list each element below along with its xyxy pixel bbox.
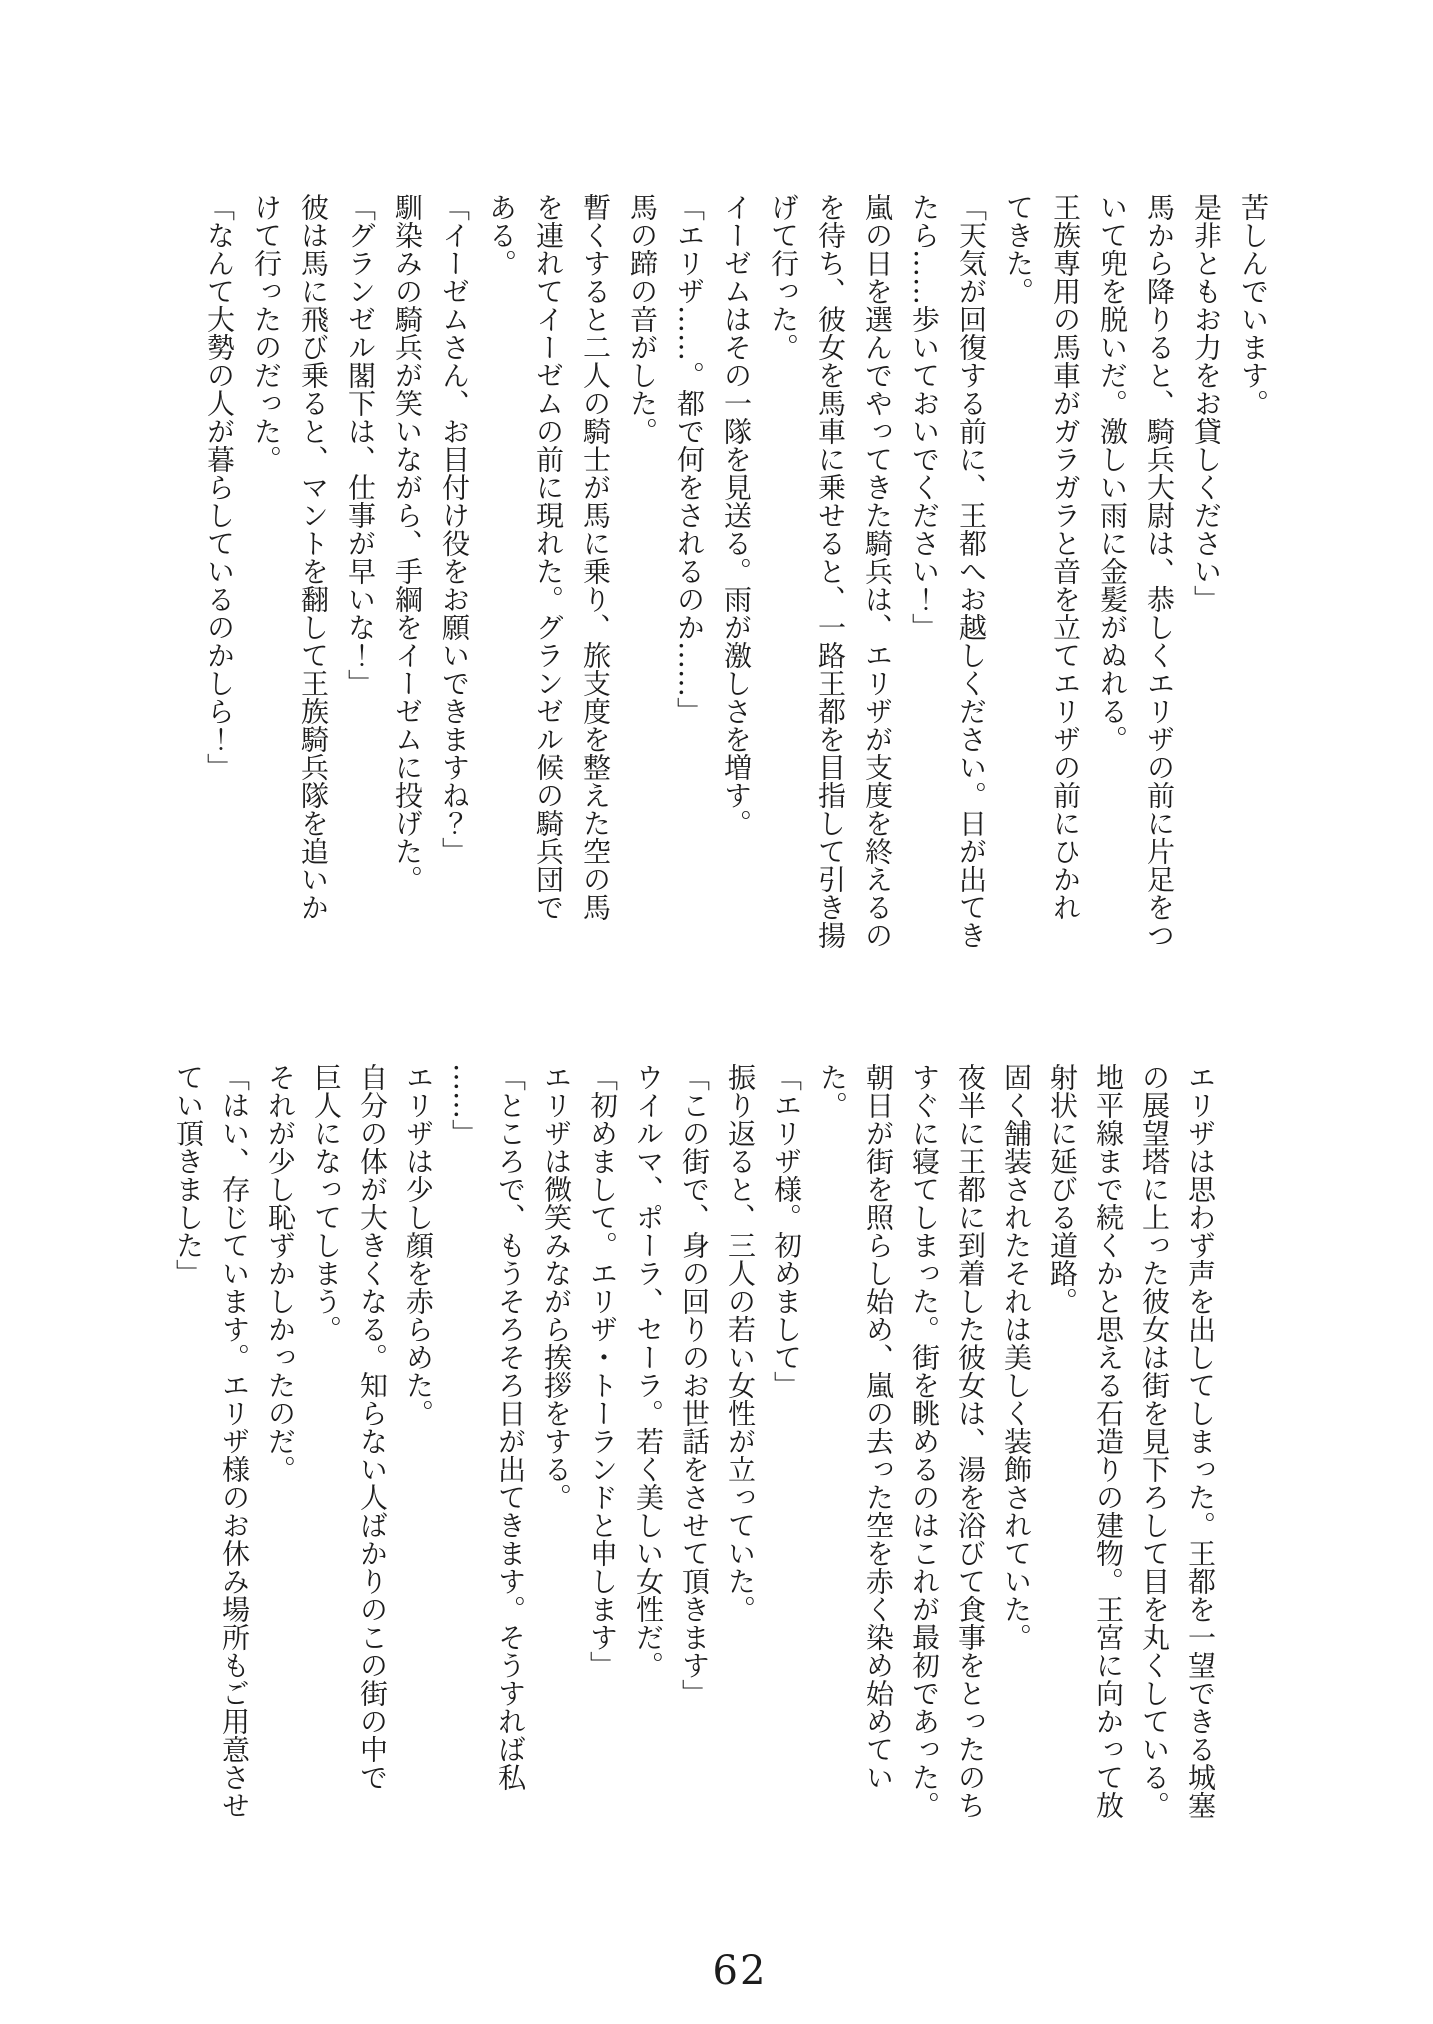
text-line: たら……歩いておいでください！」 bbox=[908, 193, 941, 641]
text-line: 馴染みの騎兵が笑いながら、手綱をイーゼムに投げた。 bbox=[391, 193, 424, 893]
text-line: 馬から降りると、騎兵大尉は、恭しくエリザの前に片足をつ bbox=[1143, 193, 1176, 949]
text-line: すぐに寝てしまった。街を眺めるのはこれが最初であった。 bbox=[908, 1063, 941, 1819]
text-line: てい頂きました」 bbox=[172, 1063, 205, 1287]
text-line: た。 bbox=[816, 1063, 849, 1119]
text-line: それが少し恥ずかしかったのだ。 bbox=[264, 1063, 297, 1483]
text-line: 朝日が街を照らし始め、嵐の去った空を赤く染め始めてい bbox=[862, 1063, 895, 1791]
text-line: エリザは微笑みながら挨拶をする。 bbox=[540, 1063, 573, 1511]
text-line: イーゼムはその一隊を見送る。雨が激しさを増す。 bbox=[720, 193, 753, 837]
text-line: 「この街で、身の回りのお世話をさせて頂きます」 bbox=[678, 1063, 711, 1707]
text-line: 射状に延びる道路。 bbox=[1046, 1063, 1079, 1315]
text-line: 是非ともお力をお貸しください」 bbox=[1190, 193, 1223, 613]
text-line: 「天気が回復する前に、王都へお越しください。日が出てき bbox=[955, 193, 988, 949]
text-line: 夜半に王都に到着した彼女は、湯を浴びて食事をとったのち bbox=[954, 1063, 987, 1819]
text-line: を待ち、彼女を馬車に乗せると、一路王都を目指して引き揚 bbox=[814, 193, 847, 949]
text-line: エリザは思わず声を出してしまった。王都を一望できる城塞 bbox=[1184, 1063, 1217, 1819]
text-line: 固く舗装されたそれは美しく装飾されていた。 bbox=[1000, 1063, 1033, 1651]
text-line: ウイルマ、ポーラ、セーラ。若く美しい女性だ。 bbox=[632, 1063, 665, 1679]
text-line: 地平線まで続くかと思える石造りの建物。王宮に向かって放 bbox=[1092, 1063, 1125, 1819]
text-line: てきた。 bbox=[1002, 193, 1035, 305]
text-line: エリザは少し顔を赤らめた。 bbox=[402, 1063, 435, 1427]
upper-text-block bbox=[196, 193, 1277, 953]
text-line: を連れてイーゼムの前に現れた。グランゼル候の騎兵団で bbox=[532, 193, 565, 921]
page-number: 62 bbox=[712, 1948, 768, 1994]
text-line: ある。 bbox=[485, 193, 518, 277]
text-line: 「なんて大勢の人が暮らしているのかしら！」 bbox=[203, 193, 236, 781]
text-line: 自分の体が大きくなる。知らない人ばかりのこの街の中で bbox=[356, 1063, 389, 1791]
text-line: いて兜を脱いだ。激しい雨に金髪がぬれる。 bbox=[1096, 193, 1129, 753]
text-line: 「エリザ様。初めまして」 bbox=[770, 1063, 803, 1399]
text-line: の展望塔に上った彼女は街を見下ろして目を丸くしている。 bbox=[1138, 1063, 1171, 1819]
text-line: 「イーゼムさん、お目付け役をお願いできますね？」 bbox=[438, 193, 471, 865]
text-line: 振り返ると、三人の若い女性が立っていた。 bbox=[724, 1063, 757, 1623]
lower-text-block bbox=[165, 1063, 1223, 1863]
text-line: 「初めまして。エリザ・トーランドと申します」 bbox=[586, 1063, 619, 1679]
text-line: げて行った。 bbox=[767, 193, 800, 361]
text-line: 馬の蹄の音がした。 bbox=[626, 193, 659, 445]
text-line: 苦しんでいます。 bbox=[1237, 193, 1270, 417]
text-line: 暫くすると二人の騎士が馬に乗り、旅支度を整えた空の馬 bbox=[579, 193, 612, 921]
text-line: 「ところで、もうそろそろ日が出てきます。そうすれば私 bbox=[494, 1063, 527, 1791]
text-line: 「はい、存じています。エリザ様のお休み場所もご用意させ bbox=[218, 1063, 251, 1819]
text-line: けて行ったのだった。 bbox=[250, 193, 283, 473]
text-line: 巨人になってしまう。 bbox=[310, 1063, 343, 1343]
text-line: ……」 bbox=[448, 1063, 481, 1147]
text-line: 王族専用の馬車がガラガラと音を立てエリザの前にひかれ bbox=[1049, 193, 1082, 921]
text-line: 「エリザ……。都で何をされるのか……」 bbox=[673, 193, 706, 725]
text-line: 「グランゼル閣下は、仕事が早いな！」 bbox=[344, 193, 377, 697]
text-line: 嵐の日を選んでやってきた騎兵は、エリザが支度を終えるの bbox=[861, 193, 894, 949]
text-line: 彼は馬に飛び乗ると、マントを翻して王族騎兵隊を追いか bbox=[297, 193, 330, 921]
